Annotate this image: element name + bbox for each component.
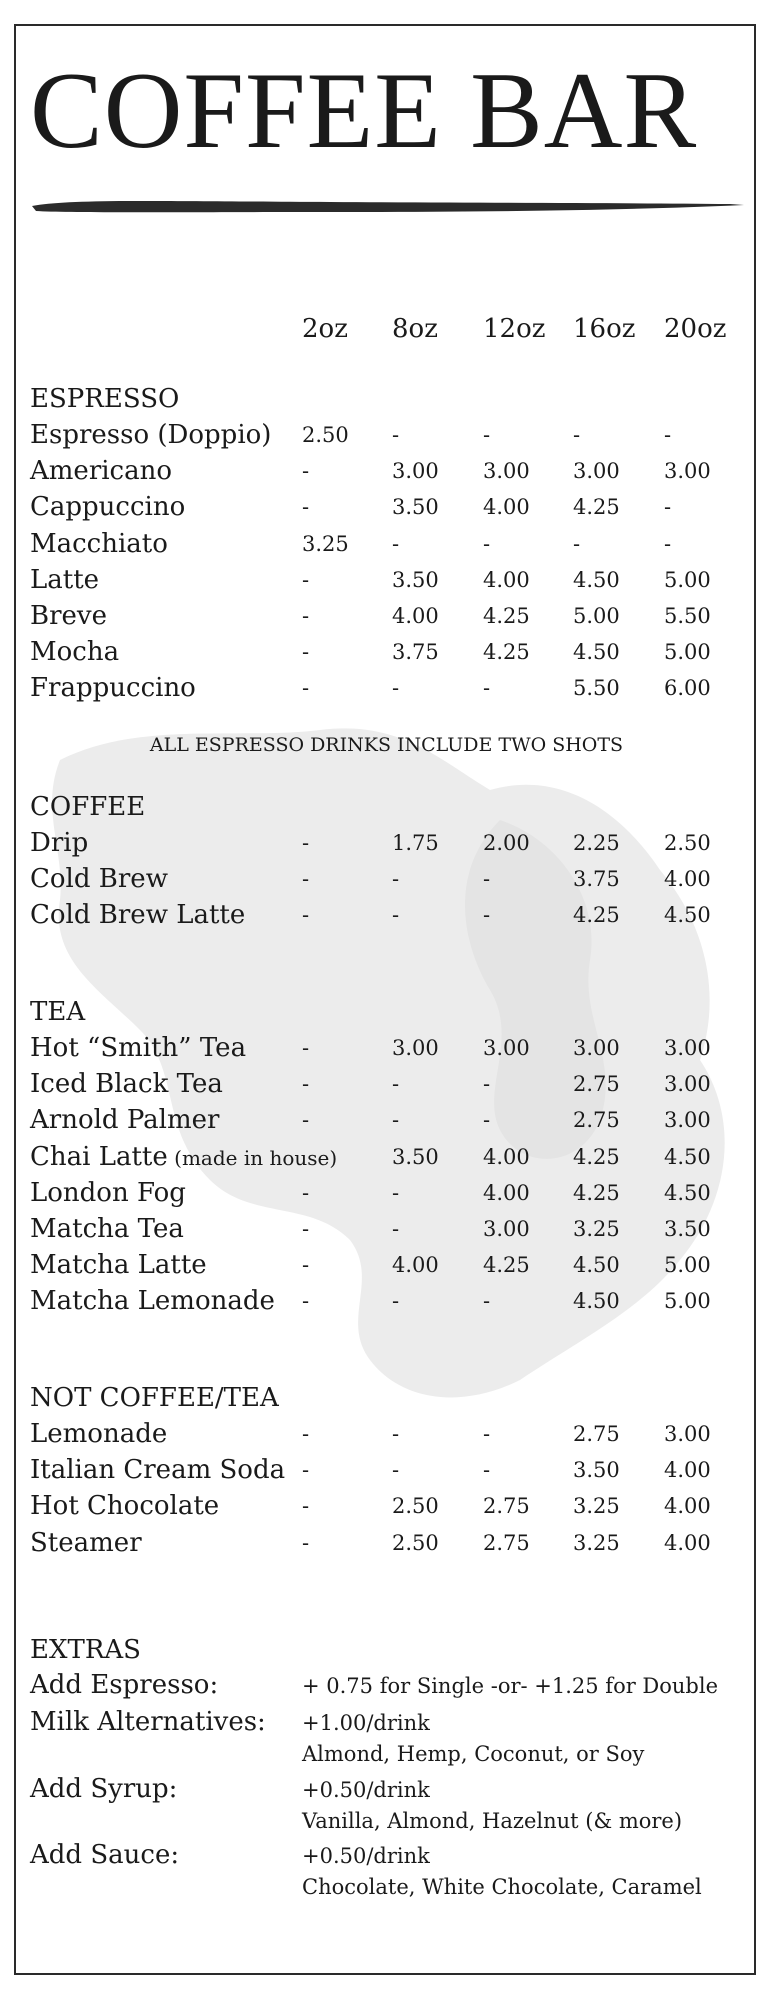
price-20oz: 4.00 <box>664 1530 711 1555</box>
price-12oz: - <box>483 867 491 892</box>
menu-item-row <box>30 454 746 488</box>
price-20oz: 3.50 <box>664 1217 711 1241</box>
menu-item-row <box>30 418 746 452</box>
price-16oz: 3.25 <box>573 1217 620 1241</box>
price-2oz: - <box>302 604 310 628</box>
price-2oz: - <box>302 1458 310 1483</box>
price-12oz: - <box>483 1422 491 1446</box>
price-20oz: 2.50 <box>664 831 711 855</box>
section-heading-coffee: COFFEE <box>30 792 146 822</box>
price-8oz: - <box>392 1180 400 1205</box>
price-20oz: 5.00 <box>664 1253 711 1278</box>
item-name: Iced Black Tea <box>30 1069 223 1100</box>
price-16oz: - <box>573 531 581 556</box>
item-name: Hot “Smith” Tea <box>30 1033 247 1063</box>
extra-price: + 0.75 for Single -or- +1.25 for Double <box>302 1674 719 1698</box>
price-16oz: 3.00 <box>573 459 620 484</box>
price-16oz: 4.50 <box>573 1253 620 1278</box>
price-2oz: - <box>302 1180 310 1205</box>
item-name: Matcha Latte <box>30 1250 207 1281</box>
price-8oz: 3.75 <box>392 640 439 665</box>
price-16oz: 4.25 <box>573 1180 620 1205</box>
extra-price: +0.50/drink <box>302 1778 430 1802</box>
item-name: Matcha Lemonade <box>30 1286 275 1317</box>
price-8oz: 4.00 <box>392 1253 439 1278</box>
price-12oz: 4.25 <box>483 1253 530 1278</box>
price-2oz: - <box>302 495 310 520</box>
extra-price: +1.00/drink <box>302 1711 430 1735</box>
menu-item-row <box>30 1031 746 1065</box>
price-2oz: - <box>302 459 310 484</box>
price-12oz: 4.00 <box>483 495 530 520</box>
menu-item-row <box>30 1417 746 1451</box>
price-16oz: 3.00 <box>573 1036 620 1060</box>
menu-item-row <box>30 826 746 860</box>
price-12oz: 2.75 <box>483 1530 530 1555</box>
price-16oz: 2.75 <box>573 1108 620 1133</box>
price-16oz: 3.25 <box>573 1494 620 1519</box>
price-2oz: - <box>302 867 310 892</box>
menu-item-row <box>30 1176 746 1210</box>
item-name: Italian Cream Soda <box>30 1455 286 1486</box>
extra-name: Milk Alternatives: <box>30 1707 266 1737</box>
price-8oz: - <box>392 1458 400 1483</box>
price-2oz: - <box>302 676 310 701</box>
price-16oz: 2.25 <box>573 831 620 855</box>
price-20oz: - <box>664 495 672 520</box>
extra-options: Almond, Hemp, Coconut, or Soy <box>302 1742 645 1766</box>
price-2oz: - <box>302 1253 310 1278</box>
item-name: Cold Brew <box>30 864 168 895</box>
size-header-20oz: 20oz <box>664 314 727 344</box>
menu-item-row <box>30 490 746 524</box>
price-20oz: 5.00 <box>664 640 711 665</box>
price-20oz: 3.00 <box>664 459 711 484</box>
item-name: Americano <box>30 456 173 487</box>
item-name: Steamer <box>30 1527 142 1558</box>
price-16oz: 4.50 <box>573 1289 620 1314</box>
price-12oz: 4.25 <box>483 604 530 628</box>
size-header-8oz: 8oz <box>392 314 438 344</box>
price-20oz: 5.00 <box>664 567 711 592</box>
menu-item-row <box>30 1248 746 1282</box>
price-12oz: 3.00 <box>483 1217 530 1241</box>
price-20oz: 4.00 <box>664 1494 711 1519</box>
price-2oz: - <box>302 567 310 592</box>
menu-item-row <box>30 1140 746 1174</box>
price-2oz: - <box>302 1217 310 1241</box>
menu-item-row <box>30 898 746 932</box>
price-2oz: - <box>302 1036 310 1060</box>
item-name: Arnold Palmer <box>30 1105 220 1136</box>
price-16oz: 4.25 <box>573 903 620 928</box>
menu-item-row <box>30 862 746 896</box>
price-16oz: 3.50 <box>573 1458 620 1483</box>
price-2oz: - <box>302 1422 310 1446</box>
price-20oz: 3.00 <box>664 1036 711 1060</box>
price-16oz: 3.25 <box>573 1530 620 1555</box>
section-heading-not-coffee-tea: NOT COFFEE/TEA <box>30 1383 279 1413</box>
price-8oz: 2.50 <box>392 1494 439 1519</box>
price-20oz: 5.00 <box>664 1289 711 1314</box>
price-2oz: - <box>302 1530 310 1555</box>
section-heading-tea: TEA <box>30 997 86 1027</box>
price-16oz: 5.50 <box>573 676 620 701</box>
price-20oz: 3.00 <box>664 1108 711 1133</box>
item-name: Hot Chocolate <box>30 1491 220 1522</box>
item-name: Macchiato <box>30 528 168 559</box>
item-name: Frappuccino <box>30 673 196 704</box>
menu-item-row <box>30 1526 746 1560</box>
item-name: Espresso (Doppio) <box>30 420 272 450</box>
price-12oz: - <box>483 1458 491 1483</box>
price-2oz: - <box>302 1108 310 1133</box>
extra-name: Add Sauce: <box>30 1840 180 1870</box>
price-16oz: 3.75 <box>573 867 620 892</box>
item-name: London Fog <box>30 1177 186 1208</box>
price-8oz: - <box>392 903 400 928</box>
price-12oz: - <box>483 903 491 928</box>
item-name: Chai Latte (made in house) <box>30 1141 338 1172</box>
price-2oz: - <box>302 1072 310 1097</box>
price-20oz: 6.00 <box>664 676 711 701</box>
item-name: Latte <box>30 564 100 595</box>
price-12oz: - <box>483 1108 491 1133</box>
price-16oz: 4.50 <box>573 567 620 592</box>
price-16oz: - <box>573 423 581 447</box>
price-20oz: 4.50 <box>664 1180 711 1205</box>
price-2oz: - <box>302 831 310 855</box>
price-12oz: 4.25 <box>483 640 530 665</box>
menu-item-row <box>30 1453 746 1487</box>
price-8oz: 3.00 <box>392 1036 439 1060</box>
price-20oz: 3.00 <box>664 1072 711 1097</box>
price-8oz: - <box>392 1108 400 1133</box>
price-16oz: 4.50 <box>573 640 620 665</box>
price-12oz: - <box>483 1072 491 1097</box>
price-12oz: 2.75 <box>483 1494 530 1519</box>
price-2oz: - <box>302 1494 310 1519</box>
price-2oz: 2.50 <box>302 423 349 447</box>
item-name: Matcha Tea <box>30 1214 184 1244</box>
price-12oz: - <box>483 531 491 556</box>
section-heading-extras: EXTRAS <box>30 1635 141 1665</box>
item-name: Lemonade <box>30 1419 168 1449</box>
price-8oz: - <box>392 531 400 556</box>
price-16oz: 4.25 <box>573 495 620 520</box>
espresso-note: ALL ESPRESSO DRINKS INCLUDE TWO SHOTS <box>149 733 624 756</box>
price-20oz: 3.00 <box>664 1422 711 1446</box>
price-20oz: - <box>664 531 672 556</box>
size-header-2oz: 2oz <box>302 314 348 344</box>
item-name: Mocha <box>30 637 120 668</box>
price-8oz: - <box>392 1217 400 1241</box>
menu-title: COFFEE BAR <box>30 50 698 171</box>
price-16oz: 5.00 <box>573 604 620 628</box>
menu-item-row <box>30 563 746 597</box>
price-8oz: - <box>392 1289 400 1314</box>
item-name-note: (made in house) <box>167 1145 338 1170</box>
extra-options: Chocolate, White Chocolate, Caramel <box>302 1875 702 1899</box>
price-8oz: 3.50 <box>392 567 439 592</box>
menu-item-row <box>30 1067 746 1101</box>
menu-item-row <box>30 671 746 705</box>
price-12oz: 3.00 <box>483 459 530 484</box>
price-20oz: 4.50 <box>664 1144 711 1169</box>
item-name: Cappuccino <box>30 492 186 523</box>
price-8oz: 3.00 <box>392 459 439 484</box>
extra-name: Add Espresso: <box>30 1670 219 1700</box>
section-heading-espresso: ESPRESSO <box>30 384 180 414</box>
extra-price: +0.50/drink <box>302 1844 430 1868</box>
price-12oz: 4.00 <box>483 1144 530 1169</box>
price-8oz: - <box>392 867 400 892</box>
price-12oz: 4.00 <box>483 1180 530 1205</box>
price-8oz: 1.75 <box>392 831 439 855</box>
price-12oz: - <box>483 676 491 701</box>
price-12oz: 4.00 <box>483 567 530 592</box>
price-2oz: 3.25 <box>302 531 349 556</box>
menu-item-row <box>30 1489 746 1523</box>
price-20oz: 5.50 <box>664 604 711 628</box>
price-8oz: - <box>392 1422 400 1446</box>
extra-name: Add Syrup: <box>30 1774 178 1804</box>
menu-item-row <box>30 599 746 633</box>
price-20oz: - <box>664 423 672 447</box>
menu-item-row <box>30 1212 746 1246</box>
menu-item-row <box>30 527 746 561</box>
price-12oz: - <box>483 423 491 447</box>
price-16oz: 4.25 <box>573 1144 620 1169</box>
size-header-12oz: 12oz <box>483 314 546 344</box>
item-name: Drip <box>30 828 89 858</box>
price-12oz: - <box>483 1289 491 1314</box>
price-8oz: - <box>392 423 400 447</box>
price-20oz: 4.00 <box>664 867 711 892</box>
menu-item-row <box>30 635 746 669</box>
price-20oz: 4.00 <box>664 1458 711 1483</box>
price-2oz: - <box>302 1289 310 1314</box>
menu-item-row <box>30 1284 746 1318</box>
size-header-16oz: 16oz <box>573 314 636 344</box>
price-20oz: 4.50 <box>664 903 711 928</box>
price-2oz: - <box>302 903 310 928</box>
price-12oz: 2.00 <box>483 831 530 855</box>
price-8oz: 3.50 <box>392 1144 439 1169</box>
menu-item-row <box>30 1103 746 1137</box>
price-8oz: - <box>392 676 400 701</box>
price-8oz: 3.50 <box>392 495 439 520</box>
item-name: Cold Brew Latte <box>30 900 246 931</box>
price-8oz: 2.50 <box>392 1530 439 1555</box>
item-name: Breve <box>30 601 107 631</box>
price-8oz: - <box>392 1072 400 1097</box>
extra-options: Vanilla, Almond, Hazelnut (& more) <box>302 1809 683 1833</box>
price-2oz: - <box>302 640 310 665</box>
price-16oz: 2.75 <box>573 1072 620 1097</box>
price-8oz: 4.00 <box>392 604 439 628</box>
price-16oz: 2.75 <box>573 1422 620 1446</box>
price-12oz: 3.00 <box>483 1036 530 1060</box>
